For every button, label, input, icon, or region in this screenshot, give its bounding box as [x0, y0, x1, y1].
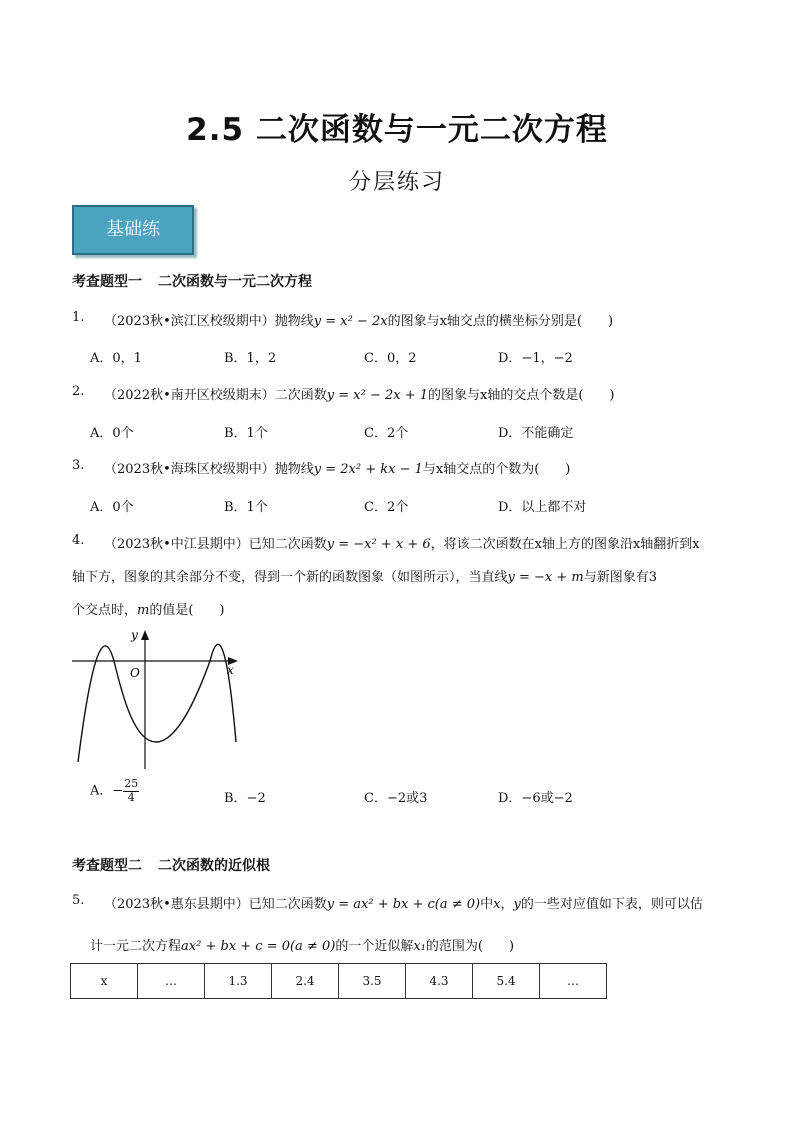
q3-option-d: D．以上都不对 — [498, 500, 587, 515]
folded-curve-segment — [114, 661, 210, 742]
q5-line2-var: x₁ — [413, 939, 426, 954]
q1-option-b: B．1，2 — [224, 351, 277, 366]
section-heading-1 — [72, 271, 312, 291]
section-heading-2 — [72, 855, 270, 875]
q4-option-a-fraction — [123, 778, 139, 804]
q3-formula: y = 2x² + kx − 1 — [313, 462, 423, 477]
q2-formula: y = x² − 2x + 1 — [326, 388, 428, 403]
q4-option-a-numerator: 25 — [124, 777, 139, 790]
q3-option-a: A．0个 — [90, 500, 134, 515]
q1-option-d: D．−1，−2 — [498, 351, 573, 366]
section-1-title: 考查题型一 — [72, 274, 142, 290]
q4-text-line3 — [72, 599, 225, 618]
section-badge: 基础练 — [72, 205, 194, 255]
q1-formula: y = x² − 2x — [313, 314, 388, 329]
q4-post: ，将该二次函数在x轴上方的图象沿x轴翻折到x — [430, 537, 700, 552]
q1-post: 的图象与x轴交点的横坐标分别是( ) — [387, 314, 614, 329]
q3-option-b: B．1个 — [224, 500, 268, 515]
q4-pre: （2023秋•中江县期中）已知二次函数 — [104, 537, 327, 552]
section-2-title: 考查题型二 — [72, 858, 142, 874]
x-axis-label: x — [227, 663, 234, 677]
q4-number: 4. — [72, 533, 85, 548]
q5-var-x: x — [493, 897, 501, 912]
origin-label: O — [130, 666, 140, 680]
q1-option-a: A．0，1 — [90, 351, 142, 366]
q2-option-b: B．1个 — [224, 426, 268, 441]
section-2-name: 二次函数的近似根 — [158, 858, 270, 874]
q4-option-a-denominator: 4 — [127, 790, 135, 804]
q5-value-table — [70, 963, 607, 999]
q3-option-c: C．2个 — [364, 500, 409, 515]
table-cell: … — [540, 964, 607, 999]
q4-option-d: D．−6或−2 — [498, 791, 573, 806]
q2-option-a: A．0个 — [90, 426, 134, 441]
q4-option-a-prefix: A．− — [90, 783, 124, 799]
y-axis-label: y — [131, 628, 138, 642]
q5-line2-mid: 的一个近似解 — [335, 939, 414, 954]
q4-function-graph — [70, 624, 250, 774]
q5-text-line1 — [104, 893, 703, 912]
q3-pre: （2023秋•海珠区校级期中）抛物线 — [104, 462, 314, 477]
table-cell: 3.5 — [339, 964, 406, 999]
q2-pre: （2022秋•南开区校级期末）二次函数 — [104, 388, 327, 403]
q5-sep: ， — [500, 897, 514, 912]
page-subtitle: 分层练习 — [348, 170, 445, 195]
q4-formula: y = −x² + x + 6 — [326, 537, 431, 552]
q5-post: 的一些对应值如下表，则可以估 — [520, 897, 703, 912]
q1-number: 1. — [72, 310, 85, 325]
table-cell: 5.4 — [473, 964, 540, 999]
q1-text — [104, 310, 613, 329]
table-cell: 2.4 — [272, 964, 339, 999]
q4-option-b: B．−2 — [224, 791, 266, 806]
q4-text-line2 — [72, 566, 657, 585]
q4-option-c: C．−2或3 — [364, 791, 428, 806]
q5-line2-formula: ax² + bx + c = 0(a ≠ 0) — [181, 939, 336, 954]
q4-line2-formula: y = −x + m — [507, 570, 584, 585]
q2-post: 的图象与x轴的交点个数是( ) — [428, 388, 615, 403]
q5-pre: （2023秋•惠东县期中）已知二次函数 — [104, 897, 327, 912]
q4-line2-pre: 轴下方，图象的其余部分不变，得到一个新的函数图象（如图所示），当直线 — [72, 570, 508, 585]
q4-option-a — [90, 778, 139, 804]
q2-option-d: D．不能确定 — [498, 426, 574, 441]
q5-line2-post: 的范围为( ) — [425, 939, 515, 954]
q1-pre: （2023秋•滨江区校级期中）抛物线 — [104, 314, 314, 329]
q4-line3-pre: 个交点时， — [72, 603, 138, 618]
page-title: 2.5 二次函数与一元二次方程 — [186, 112, 608, 148]
q5-var-y: y — [513, 897, 521, 912]
table-cell: … — [138, 964, 205, 999]
q4-line2-post: 与新图象有3 — [583, 570, 658, 585]
q5-formula: y = ax² + bx + c(a ≠ 0) — [326, 897, 481, 912]
q2-text — [104, 384, 614, 403]
y-axis-arrow — [141, 630, 149, 640]
q1-option-c: C．0，2 — [364, 351, 417, 366]
q3-text — [104, 458, 570, 477]
q5-mid: 中 — [480, 897, 494, 912]
q5-number: 5. — [72, 893, 85, 908]
table-cell: 4.3 — [406, 964, 473, 999]
section-1-name: 二次函数与一元二次方程 — [158, 274, 312, 290]
q4-line3-var: m — [137, 603, 150, 618]
q4-text-line1 — [104, 533, 700, 552]
table-row — [71, 964, 607, 999]
table-cell: 1.3 — [205, 964, 272, 999]
q2-number: 2. — [72, 384, 85, 399]
left-curve-segment — [78, 646, 114, 762]
q2-option-c: C．2个 — [364, 426, 409, 441]
q5-line2-pre: 计一元二次方程 — [90, 939, 182, 954]
q3-number: 3. — [72, 458, 85, 473]
q3-post: 与x轴交点的个数为( ) — [422, 462, 571, 477]
q5-text-line2 — [90, 935, 514, 954]
table-cell: x — [71, 964, 138, 999]
q4-line3-post: 的值是( ) — [149, 603, 225, 618]
